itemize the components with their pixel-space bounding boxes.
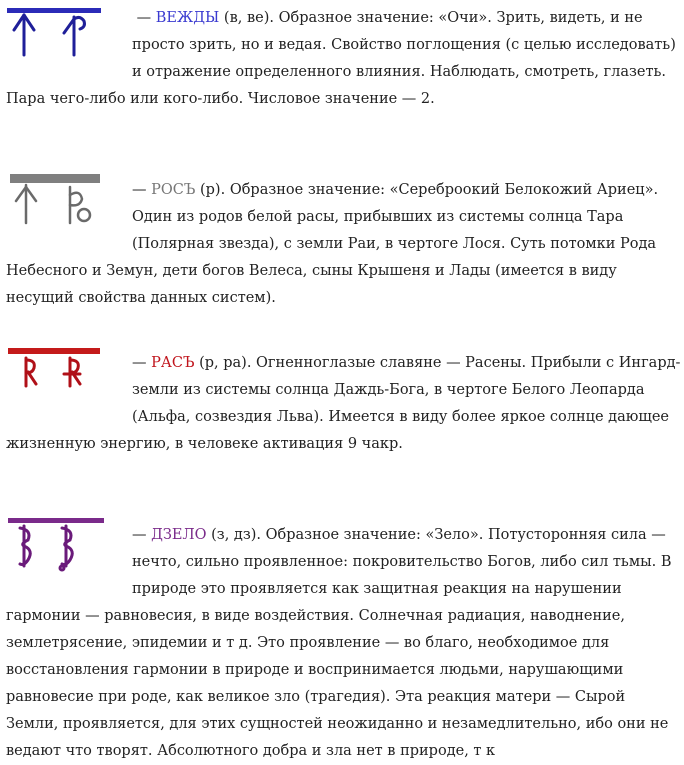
entry-ros bbox=[6, 177, 682, 312]
entry-vezhdy bbox=[6, 5, 682, 113]
entry-name: РОСЪ bbox=[151, 182, 196, 198]
dash: — bbox=[132, 527, 147, 543]
entry-sounds: (з, дз). bbox=[211, 527, 262, 543]
ras-rune-icon bbox=[6, 344, 132, 414]
entry-ras bbox=[6, 350, 682, 458]
entry-sounds: (р, ра). bbox=[199, 355, 252, 371]
entry-description: Огненноглазые славяне — Расены. Прибыли с Ингард-земли из системы солнца Даждь-Бога, в чертоге Белого Леопарда (Альфа, созвездия Льва). Имеется в виду более яркое солнце дающее жизненную энергию, в человеке активация 9 чакр. bbox=[6, 355, 681, 452]
entry-name: РАСЪ bbox=[151, 355, 195, 371]
dash: — bbox=[132, 182, 147, 198]
dash: — bbox=[136, 10, 152, 26]
entry-sounds: (в, ве). bbox=[223, 10, 274, 26]
entry-name: ДЗЕЛО bbox=[151, 527, 207, 543]
entry-name: ВЕЖДЫ bbox=[155, 10, 220, 26]
entry-dzelo bbox=[6, 522, 682, 765]
entry-description: Образное значение: «Сереброокий Белокожий Ариец». Один из родов белой расы, прибывших из системы солнца Тара (Полярная звезда), с земли Раи, в чертоге Лося. Суть потомки Рода Небесного и Земун, дети богов Велеса, сыны Крышеня и Лады (имеется в виду несущий свойства данных систем). bbox=[6, 182, 659, 306]
entry-description: Образное значение: «Зело». Потусторонняя сила — нечто, сильно проявленное: покровительство Богов, либо сил тьмы. В природе это проявляется как защитная реакция на нарушении гармонии — равновесия, в виде воздействия. Солнечная радиация, наводнение, землетрясение, эпидемии и т д. Это проявление — во благо, необходимое для восстановления гармонии в природе и воспринимается людьми, нарушающими равновесие при роде, как великое зло (трагедия). Эта реакция матери — Сырой Земли, проявляется, для этих сущностей неожиданно и незамедлительно, ибо они не ведают что творят. Абсолютного добра и зла нет в природе, т к bbox=[6, 527, 672, 759]
dzelo-rune-icon bbox=[6, 516, 132, 586]
entry-sounds: (р). bbox=[199, 182, 226, 198]
ros-rune-icon bbox=[6, 171, 132, 241]
entry-description: Образное значение: «Очи». Зрить, видеть, и не просто зрить, но и ведая. Свойство поглощения (с целью исследовать) и отражение определенного влияния. Наблюдать, смотреть, глазеть. Пара чего-либо или кого-либо. Числовое значение — 2. bbox=[6, 10, 676, 107]
vezhdy-rune-icon bbox=[6, 5, 132, 75]
dash: — bbox=[132, 355, 147, 371]
